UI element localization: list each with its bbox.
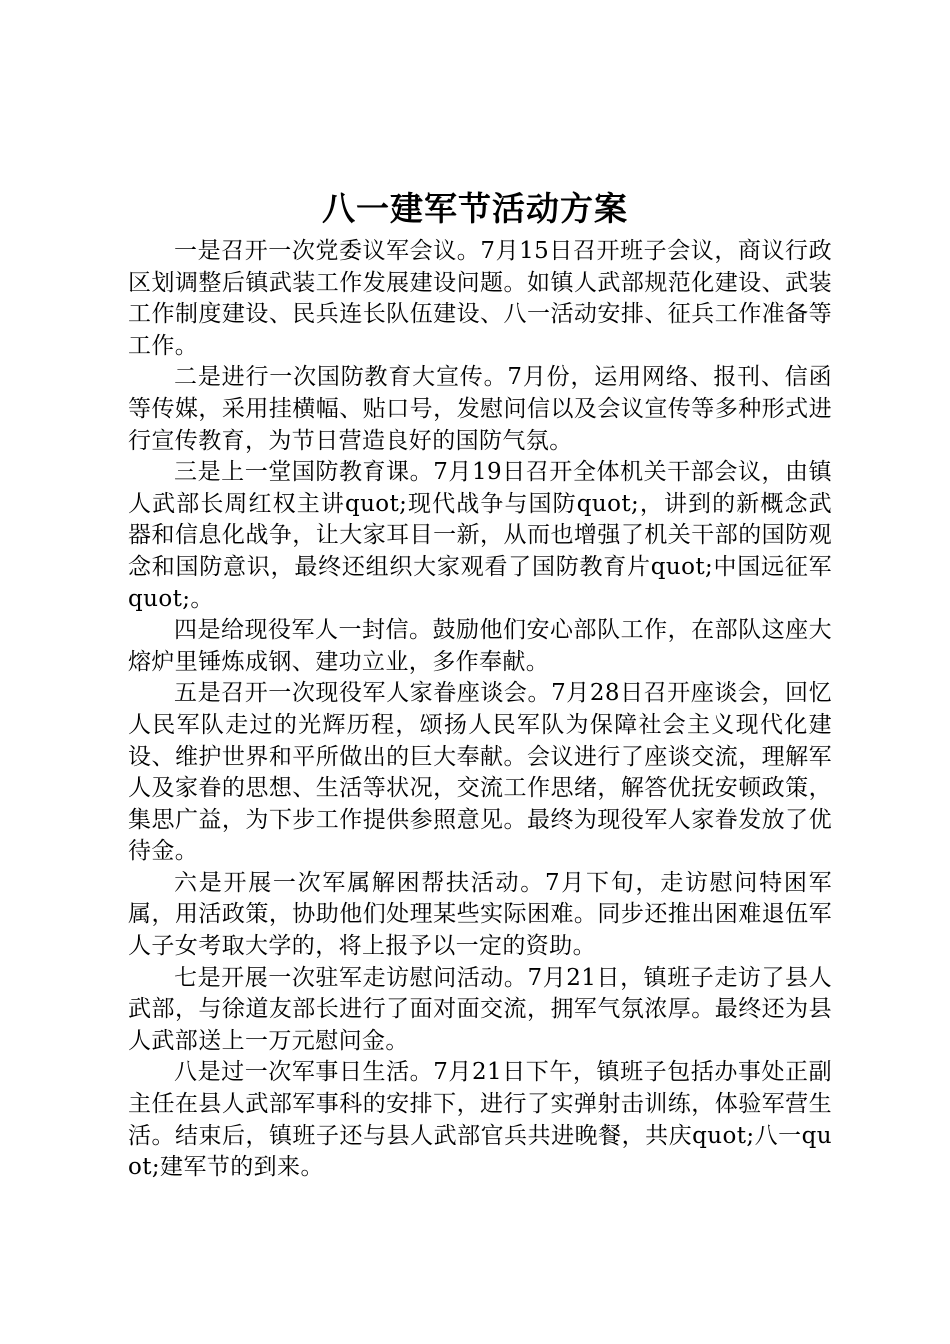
document-body (128, 236, 832, 1184)
paragraph-7: 七是开展一次驻军走访慰问活动。7月21日，镇班子走访了县人武部，与徐道友部长进行了面对面交流，拥军气氛浓厚。最终还为县人武部送上一万元慰问金。 (128, 964, 832, 1054)
paragraph-5: 五是召开一次现役军人家眷座谈会。7月28日召开座谈会，回忆人民军队走过的光辉历程，颂扬人民军队为保障社会主义现代化建设、维护世界和平所做出的巨大奉献。会议进行了座谈交流，理解军人及家眷的思想、生活等状况，交流工作思绪，解答优抚安顿政策，集思广益，为下步工作提供参照意见。最终为现役军人家眷发放了优待金。 (128, 680, 832, 865)
paragraph-2: 二是进行一次国防教育大宣传。7月份，运用网络、报刊、信函等传媒，采用挂横幅、贴口号，发慰问信以及会议宣传等多种形式进行宣传教育，为节日营造良好的国防气氛。 (128, 364, 832, 454)
paragraph-8: 八是过一次军事日生活。7月21日下午，镇班子包括办事处正副主任在县人武部军事科的安排下，进行了实弹射击训练，体验军营生活。结束后，镇班子还与县人武部官兵共进晚餐，共庆quot;八一quot;建军节的到来。 (128, 1059, 832, 1181)
paragraph-1: 一是召开一次党委议军会议。7月15日召开班子会议，商议行政区划调整后镇武装工作发展建设问题。如镇人武部规范化建设、武装工作制度建设、民兵连长队伍建设、八一活动安排、征兵工作准备等工作。 (128, 238, 832, 359)
paragraph-4: 四是给现役军人一封信。鼓励他们安心部队工作，在部队这座大熔炉里锤炼成钢、建功立业，多作奉献。 (128, 617, 832, 675)
document-title: 八一建军节活动方案 (322, 189, 628, 228)
paragraph-3: 三是上一堂国防教育课。7月19日召开全体机关干部会议，由镇人武部长周红权主讲quot;现代战争与国防quot;，讲到的新概念武器和信息化战争，让大家耳目一新，从而也增强了机关干部的国防观念和国防意识，最终还组织大家观看了国防教育片quot;中国远征军quot;。 (128, 459, 832, 612)
paragraph-6: 六是开展一次军属解困帮扶活动。7月下旬，走访慰问特困军属，用活政策，协助他们处理某些实际困难。同步还推出困难退伍军人子女考取大学的，将上报予以一定的资助。 (128, 869, 832, 960)
